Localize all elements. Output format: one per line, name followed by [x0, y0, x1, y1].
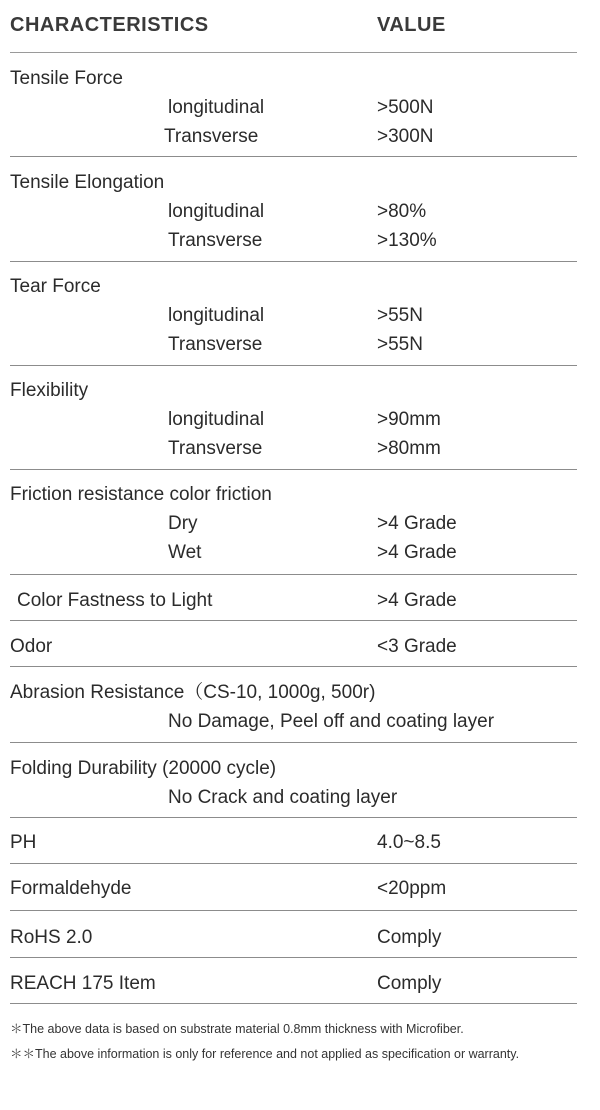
footnote: ＊＊The above information is only for reference and not applied as specification or warranty.	[10, 1047, 520, 1061]
row-divider	[10, 817, 577, 818]
row-value: Comply	[377, 927, 442, 948]
row-name: Color Fastness to Light	[17, 590, 213, 611]
row-divider	[10, 469, 577, 470]
row-divider	[10, 365, 577, 366]
sub-value: >80mm	[377, 438, 441, 459]
row-name: RoHS 2.0	[10, 927, 93, 948]
row-divider	[10, 261, 577, 262]
sub-value: >300N	[377, 126, 434, 147]
row-name: Tensile Force	[10, 68, 123, 89]
row-divider	[10, 666, 577, 667]
sub-label: longitudinal	[168, 97, 265, 118]
sub-value: >55N	[377, 305, 423, 326]
row-name: REACH 175 Item	[10, 973, 156, 994]
header-divider	[10, 52, 577, 53]
row-value: <3 Grade	[377, 636, 457, 657]
row-divider	[10, 863, 577, 864]
row-divider	[10, 742, 577, 743]
footnote: ＊The above data is based on substrate material 0.8mm thickness with Microfiber.	[10, 1022, 464, 1036]
row-divider	[10, 620, 577, 621]
row-name: Folding Durability (20000 cycle)	[10, 758, 277, 779]
row-divider	[10, 574, 577, 575]
sub-value: >4 Grade	[377, 513, 457, 534]
row-value: <20ppm	[377, 878, 447, 899]
sub-label: Dry	[168, 513, 198, 534]
row-divider	[10, 957, 577, 958]
row-detail: No Crack and coating layer	[168, 787, 398, 808]
sub-label: Transverse	[168, 334, 263, 355]
header-value: VALUE	[377, 14, 446, 36]
row-name: Tensile Elongation	[10, 172, 165, 193]
sub-value: >80%	[377, 201, 427, 222]
row-name: Flexibility	[10, 380, 89, 401]
sub-label: longitudinal	[168, 305, 265, 326]
row-divider	[10, 910, 577, 911]
row-value: Comply	[377, 973, 442, 994]
row-name: Friction resistance color friction	[10, 484, 272, 505]
sub-label: Transverse	[168, 230, 263, 251]
row-name: Abrasion Resistance（CS-10, 1000g, 500r)	[10, 682, 376, 703]
row-name: Odor	[10, 636, 53, 657]
sub-value: >500N	[377, 97, 434, 118]
row-name: Tear Force	[10, 276, 101, 297]
sub-label: Transverse	[168, 438, 263, 459]
sub-value: >55N	[377, 334, 423, 355]
row-divider	[10, 156, 577, 157]
row-name: Formaldehyde	[10, 878, 132, 899]
row-detail: No Damage, Peel off and coating layer	[168, 711, 495, 732]
row-value: 4.0~8.5	[377, 832, 441, 853]
sub-label: longitudinal	[168, 201, 265, 222]
row-name: PH	[10, 832, 37, 853]
sub-value: >130%	[377, 230, 437, 251]
row-value: >4 Grade	[377, 590, 457, 611]
sub-value: >4 Grade	[377, 542, 457, 563]
row-divider	[10, 1003, 577, 1004]
sub-value: >90mm	[377, 409, 441, 430]
sub-label: Wet	[168, 542, 202, 563]
header-characteristics: CHARACTERISTICS	[10, 14, 209, 36]
sub-label: longitudinal	[168, 409, 265, 430]
sub-label: Transverse	[164, 126, 259, 147]
